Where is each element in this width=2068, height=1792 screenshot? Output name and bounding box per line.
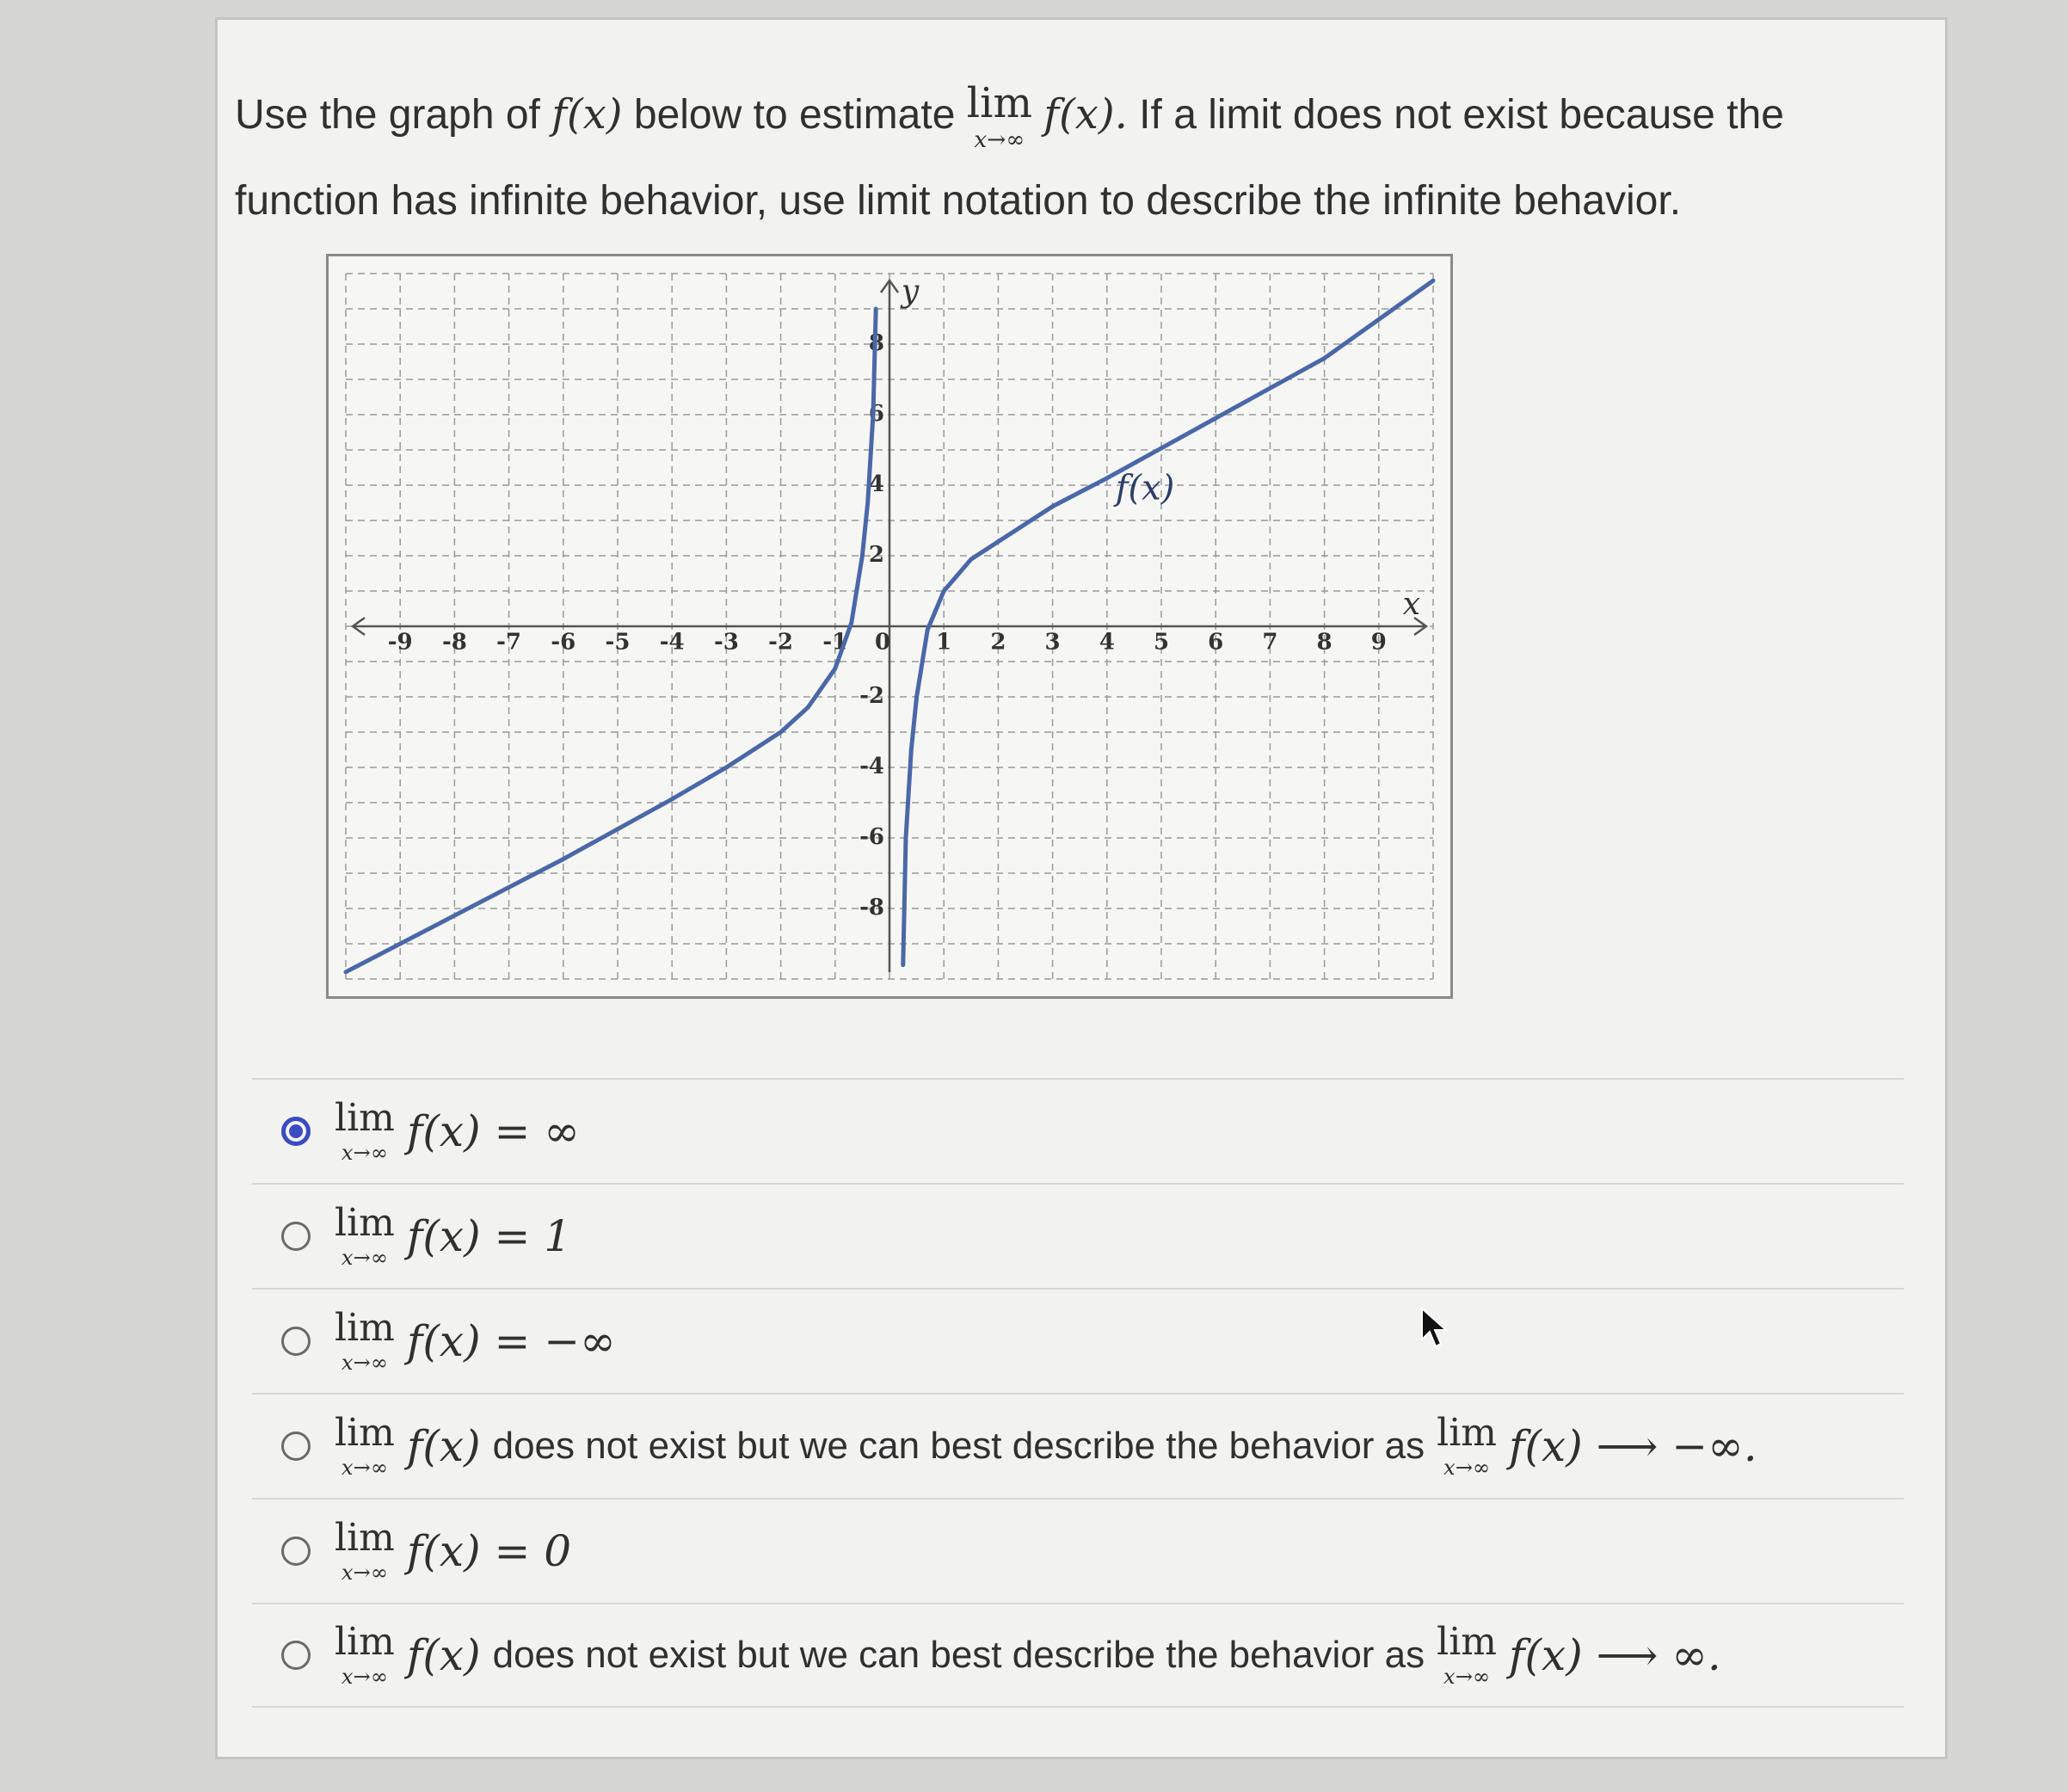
lim-word: lim [335, 1410, 395, 1455]
mouse-cursor-icon [1419, 1307, 1453, 1350]
limit-notation [335, 1305, 395, 1375]
answer-option-6[interactable] [252, 1603, 1904, 1708]
radio-button[interactable] [281, 1641, 311, 1670]
radio-button[interactable] [281, 1117, 311, 1146]
radio-button[interactable] [281, 1222, 311, 1251]
lim-sub: x→∞ [1443, 1664, 1491, 1689]
y-tick-label: -8 [859, 895, 884, 921]
option-label [335, 1515, 572, 1585]
curve-label: f(x) [1115, 468, 1175, 508]
x-tick-label: -1 [822, 629, 848, 656]
y-tick-label: -6 [859, 824, 884, 850]
lim-word: lim [335, 1619, 395, 1664]
y-tick-label: 8 [868, 330, 884, 356]
option-expression: f(x) = 0 [406, 1525, 572, 1576]
option-label [335, 1305, 616, 1375]
x-tick-label: 3 [1044, 629, 1061, 656]
limit-notation [1437, 1619, 1498, 1689]
lim-sub: x→∞ [341, 1560, 388, 1585]
question-part2: below to estimate [622, 92, 967, 138]
lim-sub: x→∞ [341, 1350, 388, 1375]
y-tick-label: 4 [868, 471, 884, 497]
y-tick-label: -4 [859, 754, 884, 779]
x-tick-label: 9 [1370, 629, 1387, 656]
option-expression-2: f(x) ⟶ −∞. [1509, 1420, 1757, 1471]
option-expression-2: f(x) ⟶ ∞. [1509, 1629, 1721, 1680]
y-tick-label: 6 [868, 401, 884, 427]
question-limit [966, 79, 1032, 154]
x-tick-label: -4 [659, 629, 685, 656]
option-text: does not exist but we can best describe the behavior as [492, 1633, 1425, 1676]
limit-notation [335, 1410, 395, 1480]
x-tick-label: 1 [936, 629, 952, 656]
x-tick-label: -9 [387, 629, 413, 656]
lim-sub: x→∞ [341, 1245, 388, 1270]
lim-sub: x→∞ [341, 1140, 388, 1165]
lim-expr: f(x). [1043, 90, 1128, 139]
x-tick-label: 0 [874, 629, 891, 656]
limit-notation [335, 1200, 395, 1270]
x-tick-label: -3 [713, 629, 739, 656]
answer-option-5[interactable] [252, 1498, 1904, 1603]
graph-frame [326, 254, 1453, 999]
lim-word: lim [335, 1200, 395, 1245]
x-axis-label: x [1402, 587, 1420, 622]
option-expression: f(x) = ∞ [406, 1105, 580, 1156]
option-label [335, 1619, 1721, 1689]
x-tick-label: 8 [1316, 629, 1333, 656]
lim-sub: x→∞ [974, 126, 1025, 154]
lim-word: lim [335, 1515, 395, 1560]
x-tick-label: 7 [1262, 629, 1278, 656]
lim-word: lim [1437, 1619, 1498, 1664]
x-tick-label: -7 [496, 629, 522, 656]
limit-notation [335, 1095, 395, 1165]
y-tick-label: 2 [868, 542, 884, 568]
option-label [335, 1095, 580, 1165]
radio-button[interactable] [281, 1327, 311, 1356]
x-tick-label: -8 [441, 629, 467, 656]
question-fname: f(x) [551, 90, 623, 139]
answer-options [252, 1078, 1904, 1708]
x-tick-label: 4 [1099, 629, 1115, 656]
question-part3: If a limit does not exist because the function has infinite behavior, use limit notation to describe the infinite behavior. [235, 92, 1784, 224]
radio-button[interactable] [281, 1536, 311, 1566]
x-tick-label: -5 [605, 629, 631, 656]
lim-sub: x→∞ [341, 1455, 388, 1480]
limit-notation [1437, 1410, 1498, 1480]
answer-option-1[interactable] [252, 1078, 1904, 1183]
lim-word: lim [966, 79, 1032, 128]
option-label [335, 1410, 1757, 1480]
answer-option-2[interactable] [252, 1183, 1904, 1288]
option-text: does not exist but we can best describe the behavior as [492, 1424, 1425, 1467]
x-tick-label: -6 [551, 629, 576, 656]
answer-option-3[interactable] [252, 1288, 1904, 1393]
y-axis-label: y [901, 274, 920, 310]
limit-notation [335, 1515, 395, 1585]
lim-sub: x→∞ [341, 1664, 388, 1689]
x-tick-label: 2 [990, 629, 1006, 656]
radio-button[interactable] [281, 1432, 311, 1461]
option-label [335, 1200, 572, 1270]
y-tick-label: -2 [859, 683, 884, 709]
lim-word: lim [335, 1095, 395, 1140]
answer-option-4[interactable] [252, 1393, 1904, 1498]
option-expression: f(x) [406, 1629, 481, 1680]
question-card [215, 17, 1948, 1759]
option-expression: f(x) = −∞ [406, 1315, 616, 1366]
function-curve [903, 280, 1433, 964]
question-text [235, 71, 1904, 244]
lim-word: lim [1437, 1410, 1498, 1455]
option-expression: f(x) [406, 1420, 481, 1471]
graph-svg [329, 256, 1450, 996]
x-tick-label: 6 [1208, 629, 1224, 656]
lim-word: lim [335, 1305, 395, 1350]
x-tick-label: 5 [1153, 629, 1170, 656]
limit-notation [335, 1619, 395, 1689]
option-expression: f(x) = 1 [406, 1210, 572, 1261]
x-tick-label: -2 [768, 629, 794, 656]
question-part1: Use the graph of [235, 92, 552, 138]
lim-sub: x→∞ [1443, 1455, 1491, 1480]
